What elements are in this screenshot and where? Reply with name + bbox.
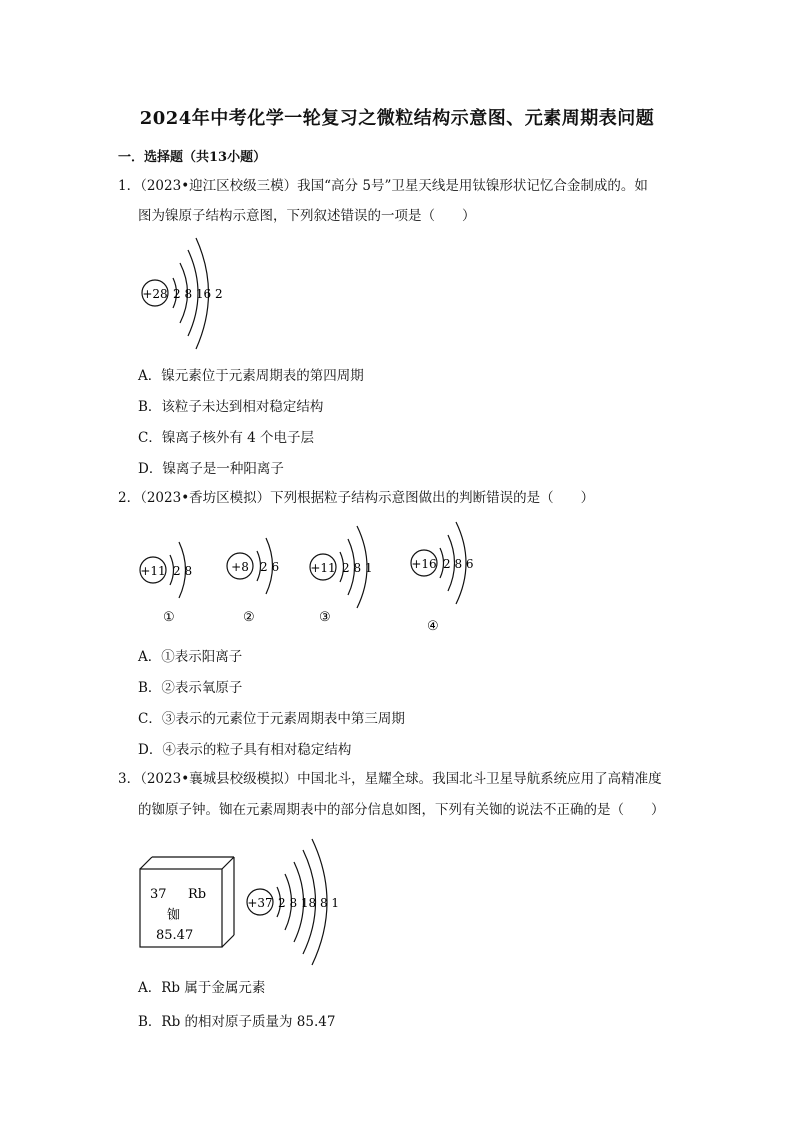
q2-option-d[interactable]: D．④表示的粒子具有相对稳定结构 <box>138 742 352 758</box>
q3-option-b[interactable]: B．Rb 的相对原子质量为 85.47 <box>138 1014 336 1030</box>
q2-option-a[interactable]: A．①表示阳离子 <box>138 649 243 665</box>
q3-stem-line1: 3．（2023•襄城县校级模拟）中国北斗，星耀全球。我国北斗卫星导航系统应用了高精准度 <box>118 771 662 787</box>
rb-atomic-mass: 85.47 <box>156 928 194 943</box>
svg-text:+11: +11 <box>140 564 166 578</box>
q1-stem-line1: 1．（2023•迎江区校级三模）我国“高分 5号”卫星天线是用钛镍形状记忆合金制成的。如 <box>118 178 648 194</box>
q3-option-a[interactable]: A．Rb 属于金属元素 <box>138 980 266 996</box>
q2-diagram-1 <box>140 542 192 625</box>
q1-stem-line2: 图为镍原子结构示意图，下列叙述错误的一项是（ ） <box>138 208 476 224</box>
q3-electron-counts: 2 8 18 8 1 <box>278 896 340 910</box>
q2-diagram-4 <box>411 522 474 634</box>
svg-text:+11: +11 <box>310 561 336 575</box>
q2-particle-diagrams <box>135 515 495 635</box>
q2-label-1: ① <box>163 610 175 625</box>
svg-text:2 8: 2 8 <box>173 564 193 578</box>
svg-text:+8: +8 <box>231 560 249 574</box>
q1-option-d[interactable]: D．镍离子是一种阳离子 <box>138 461 284 477</box>
page-title: 2024年中考化学一轮复习之微粒结构示意图、元素周期表问题 <box>139 108 655 129</box>
q2-stem-line1: 2．（2023•香坊区模拟）下列根据粒子结构示意图做出的判断错误的是（ ） <box>118 490 595 506</box>
rb-name: 铷 <box>167 908 181 923</box>
rb-symbol: Rb <box>188 887 207 902</box>
q3-stem-line2: 的铷原子钟。铷在元素周期表中的部分信息如图，下列有关铷的说法不正确的是（ ） <box>138 802 665 818</box>
q1-electron-counts: 2 8 16 2 <box>173 287 223 301</box>
svg-text:2 8 1: 2 8 1 <box>342 561 373 575</box>
q2-label-4: ④ <box>427 619 439 634</box>
q1-nucleus-charge: +28 <box>142 287 168 301</box>
rubidium-atom-structure-diagram <box>240 838 360 968</box>
section-heading: 一．选择题（共13小题） <box>118 150 267 165</box>
rubidium-periodic-cell <box>138 855 238 950</box>
q1-option-b[interactable]: B．该粒子未达到相对稳定结构 <box>138 399 324 415</box>
q2-label-2: ② <box>243 610 255 625</box>
svg-text:2 6: 2 6 <box>260 560 280 574</box>
q2-option-c[interactable]: C．③表示的元素位于元素周期表中第三周期 <box>138 711 405 727</box>
q2-diagram-3 <box>310 526 373 625</box>
q1-option-c[interactable]: C．镍离子核外有 4 个电子层 <box>138 430 315 446</box>
svg-text:2 8 6: 2 8 6 <box>443 557 474 571</box>
q2-label-3: ③ <box>319 610 331 625</box>
q2-diagram-2 <box>227 538 279 625</box>
q2-option-b[interactable]: B．②表示氧原子 <box>138 680 243 696</box>
svg-text:+16: +16 <box>411 557 437 571</box>
q3-nucleus-charge: +37 <box>247 896 273 910</box>
nickel-atom-structure-diagram <box>135 233 245 358</box>
q1-option-a[interactable]: A．镍元素位于元素周期表的第四周期 <box>138 368 364 384</box>
rb-atomic-number: 37 <box>150 887 167 902</box>
